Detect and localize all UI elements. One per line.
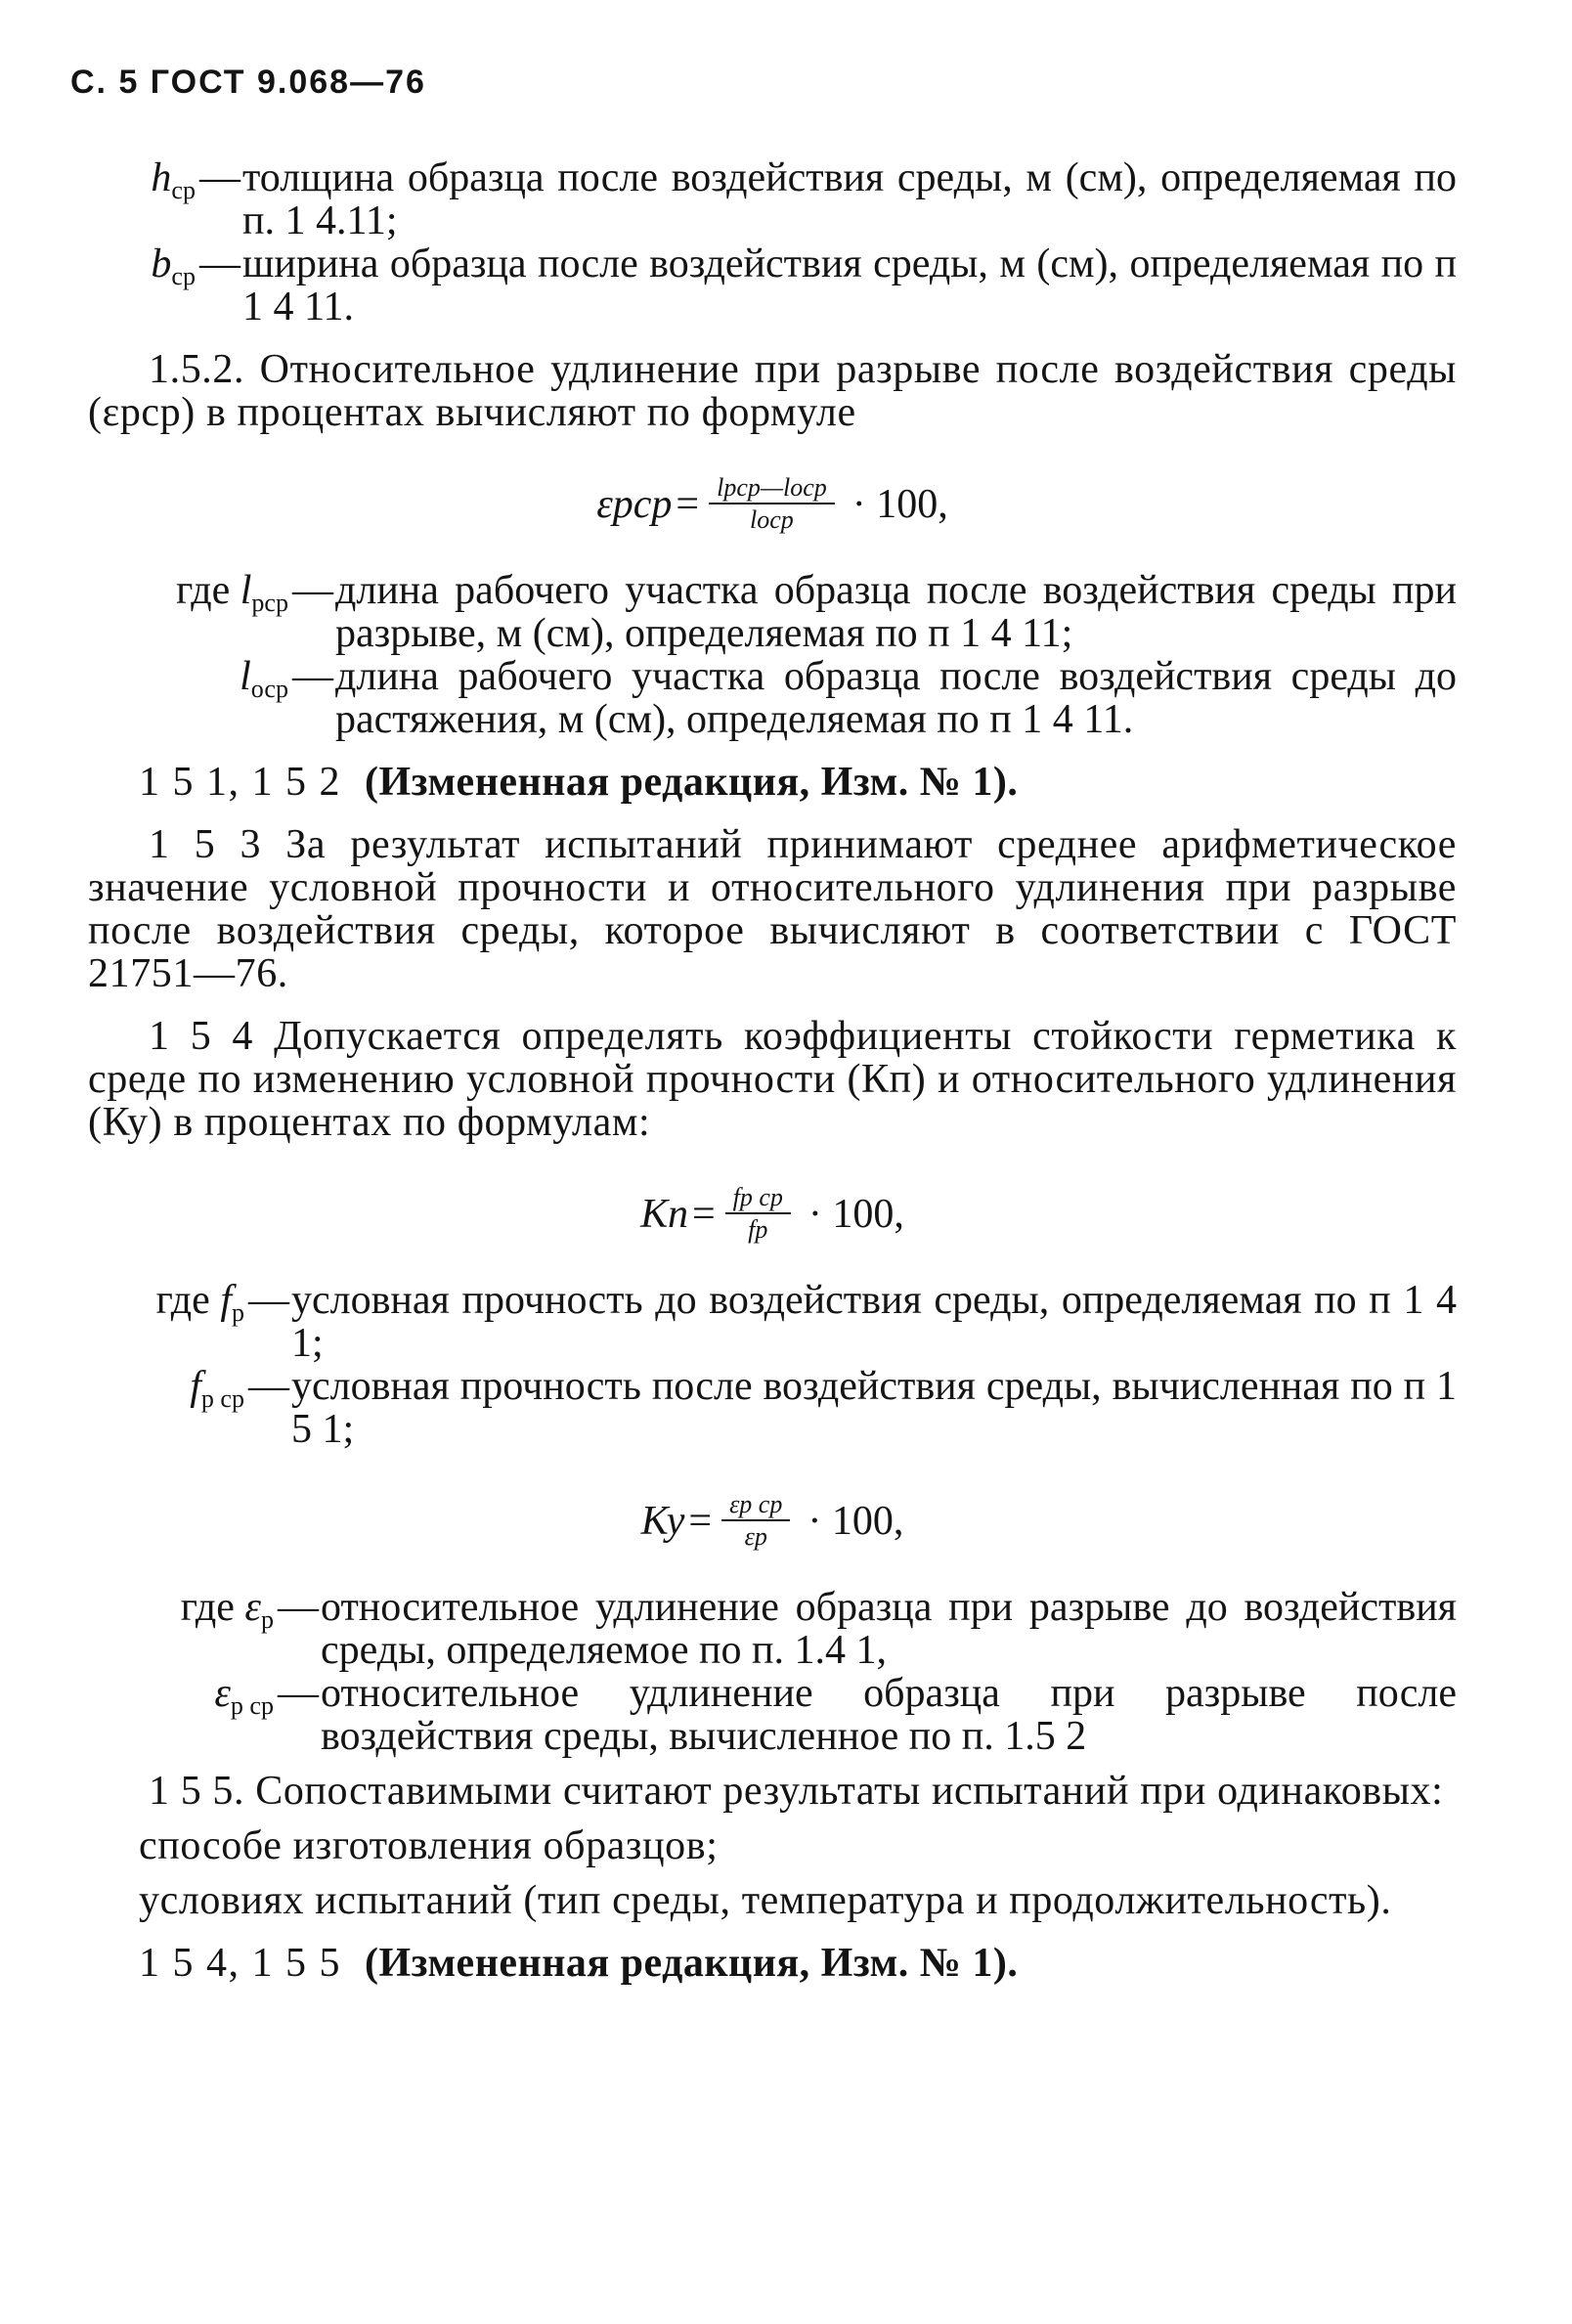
document-body xyxy=(88,156,1457,1985)
definition-symbol: $l_{оср}$ xyxy=(240,654,288,703)
definition-text: толщина образца после воздействия среды, м (см), определяемая по п. 1 4.11; xyxy=(242,155,1457,243)
list-item: способе изготовления образцов; xyxy=(139,1823,719,1868)
fraction-denominator: fр xyxy=(748,1215,768,1244)
formula-equals: = xyxy=(688,1499,713,1544)
formula-lhs: Кп xyxy=(640,1192,688,1237)
definition-row xyxy=(88,1279,1457,1365)
fraction-numerator: εр ср xyxy=(721,1490,790,1521)
definition-list-formula-1 xyxy=(88,569,1457,741)
definition-row xyxy=(88,1586,1457,1672)
definition-dash: — xyxy=(292,654,333,699)
definition-list-top xyxy=(88,156,1457,329)
formula-rhs: · 100, xyxy=(808,1192,904,1237)
formula-rhs: · 100, xyxy=(808,1499,904,1544)
definition-row xyxy=(88,569,1457,655)
formula-elongation xyxy=(88,456,1457,553)
definition-symbol: $f_{р ср}$ xyxy=(190,1364,244,1413)
definition-row xyxy=(88,242,1457,329)
paragraph-1-5-4: 1 5 4 Допускается определять коэффициенты стойкости герметика к среде по изменению условной прочности (Кп) и относительного удлинения (Ку) в процентах по формулам: xyxy=(88,1014,1457,1145)
definition-dash: — xyxy=(278,1585,319,1630)
definition-text: ширина образца после воздействия среды, м (см), определяемая по п 1 4 11. xyxy=(242,241,1457,329)
formula-fraction xyxy=(721,1490,790,1553)
definition-symbol: $b_{ср}$ xyxy=(151,241,196,290)
formula-strength-coefficient xyxy=(88,1165,1457,1263)
definition-dash: — xyxy=(248,1364,289,1409)
formula-equals: = xyxy=(676,482,700,527)
definition-row xyxy=(88,1672,1457,1758)
amendment-note: 1 5 1, 1 5 2 (Измененная редакция, Изм. № 1). xyxy=(139,760,1019,805)
paragraph-1-5-3: 1 5 3 За результат испытаний принимают среднее арифметическое значение условной прочности и относительного удлинения при разрыве после воздействия среды, которое вычисляют в соответствии с ГОСТ 21751—76. xyxy=(88,822,1457,996)
definition-list-formula-2 xyxy=(88,1279,1457,1451)
fraction-denominator: εр xyxy=(744,1522,767,1551)
formula-elongation-coefficient xyxy=(88,1472,1457,1570)
definition-dash: — xyxy=(248,1278,289,1323)
amendment-note: 1 5 4, 1 5 5 (Измененная редакция, Изм. № 1). xyxy=(139,1941,1019,1986)
definition-dash: — xyxy=(292,568,333,613)
fraction-numerator: fр ср xyxy=(725,1183,791,1214)
page-header: С. 5 ГОСТ 9.068—76 xyxy=(70,64,426,101)
definition-symbol: $h_{ср}$ xyxy=(151,155,196,204)
formula-equals: = xyxy=(691,1192,716,1237)
definition-row xyxy=(88,156,1457,242)
formula-lhs: Ку xyxy=(640,1499,685,1544)
definition-text: длина рабочего участка образца после воздействия среды при разрыве, м (см), определяемая по п 1 4 11; xyxy=(335,568,1457,656)
paragraph-1-5-2: 1.5.2. Относительное удлинение при разрыве после воздействия среды (εрср) в процентах вычисляют по формуле xyxy=(88,347,1457,435)
fraction-denominator: lоср xyxy=(750,505,794,534)
definition-text: условная прочность после воздействия среды, вычисленная по п 1 5 1; xyxy=(291,1364,1457,1452)
definition-symbol: где $\varepsilon_р$ xyxy=(180,1585,274,1634)
definition-symbol: где $l_{рср}$ xyxy=(176,568,288,617)
fraction-numerator: lрср—lоср xyxy=(709,473,835,504)
list-item: условиях испытаний (тип среды, температура и продолжительность). xyxy=(139,1878,1392,1923)
definition-text: относительное удлинение образца при разрыве до воздействия среды, определяемое по п. 1.4 1, xyxy=(321,1585,1457,1673)
definition-list-formula-3 xyxy=(88,1586,1457,1758)
definition-symbol: где $f_р$ xyxy=(155,1278,244,1327)
formula-fraction xyxy=(709,473,835,536)
definition-dash: — xyxy=(278,1671,319,1716)
definition-dash: — xyxy=(199,155,240,200)
paragraph-1-5-5: 1 5 5. Сопоставимыми считают результаты испытаний при одинаковых: xyxy=(149,1769,1444,1814)
definition-text: относительное удлинение образца при разрыве после воздействия среды, вычисленное по п. 1.5 2 xyxy=(321,1671,1457,1759)
definition-symbol: $\varepsilon_{р ср}$ xyxy=(214,1671,274,1720)
formula-fraction xyxy=(725,1183,791,1246)
formula-rhs: · 100, xyxy=(852,482,948,527)
definition-text: условная прочность до воздействия среды, определяемая по п 1 4 1; xyxy=(291,1278,1457,1366)
definition-row xyxy=(88,655,1457,741)
definition-text: длина рабочего участка образца после воздействия среды до растяжения, м (см), определяемая по п 1 4 11. xyxy=(335,654,1457,742)
definition-dash: — xyxy=(199,241,240,286)
formula-lhs: εрср xyxy=(596,482,673,527)
definition-row xyxy=(88,1365,1457,1451)
